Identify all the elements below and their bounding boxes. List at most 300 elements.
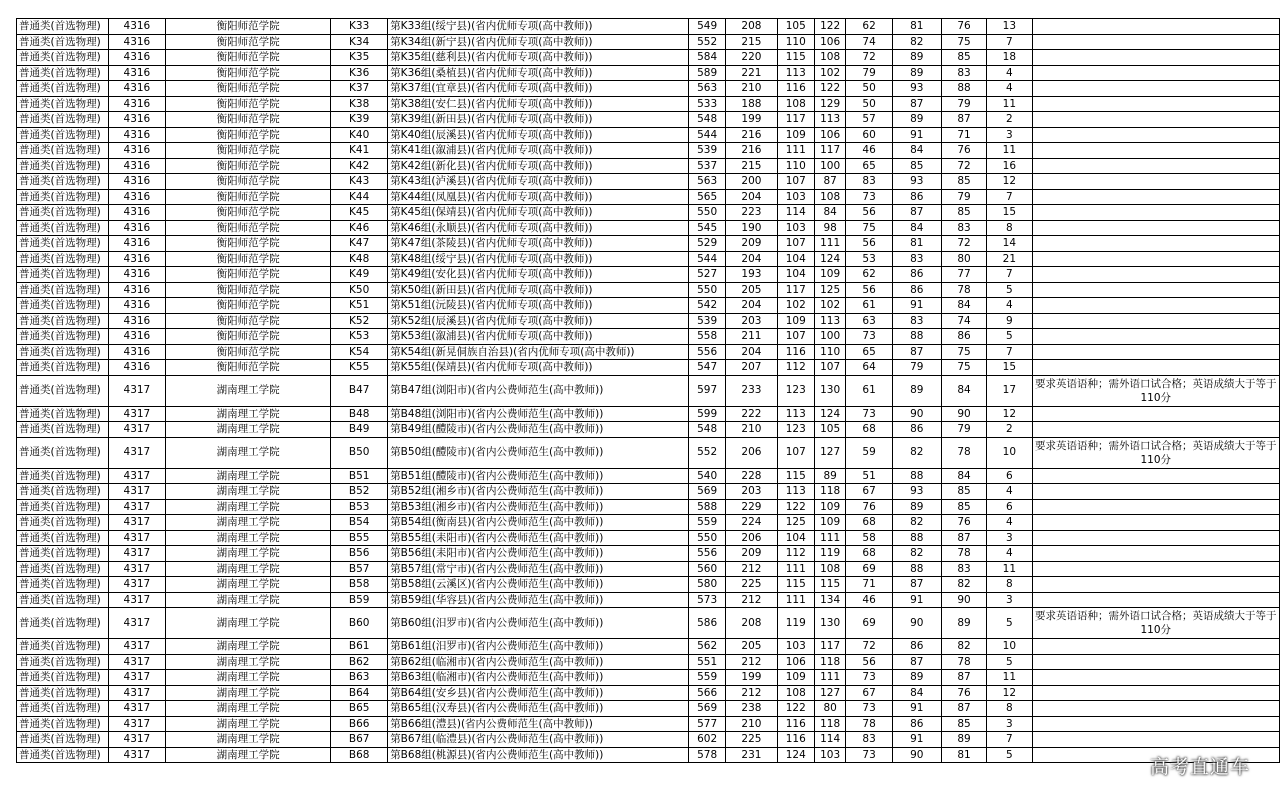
cell-rank: 5 xyxy=(987,608,1032,639)
cell-school-name: 湖南理工学院 xyxy=(166,437,331,468)
cell-score-e: 91 xyxy=(892,592,941,608)
cell-school-code: 4317 xyxy=(108,608,165,639)
cell-score-f: 78 xyxy=(941,654,986,670)
cell-school-name: 湖南理工学院 xyxy=(166,484,331,500)
cell-total-score: 563 xyxy=(689,174,726,190)
cell-group-name: 第K49组(安化县)(省内优师专项(高中教师)) xyxy=(388,267,689,283)
cell-score-e: 90 xyxy=(892,406,941,422)
cell-score-c: 102 xyxy=(814,298,846,314)
cell-rank: 10 xyxy=(987,639,1032,655)
cell-group-name: 第B58组(云溪区)(省内公费师范生(高中教师)) xyxy=(388,577,689,593)
cell-score-f: 78 xyxy=(941,437,986,468)
cell-school-name: 衡阳师范学院 xyxy=(166,220,331,236)
table-row xyxy=(17,515,1280,531)
cell-score-c: 106 xyxy=(814,127,846,143)
table-row xyxy=(17,639,1280,655)
cell-group-name: 第B63组(临湘市)(省内公费师范生(高中教师)) xyxy=(388,670,689,686)
cell-group-code: K39 xyxy=(331,112,388,128)
cell-category: 普通类(首选物理) xyxy=(17,158,109,174)
cell-group-code: K35 xyxy=(331,50,388,66)
cell-total-score: 588 xyxy=(689,499,726,515)
cell-score-a: 208 xyxy=(726,19,777,35)
cell-remark: 要求英语语种；需外语口试合格；英语成绩大于等于110分 xyxy=(1032,437,1280,468)
cell-score-d: 61 xyxy=(846,298,892,314)
cell-total-score: 539 xyxy=(689,313,726,329)
cell-rank: 7 xyxy=(987,344,1032,360)
cell-category: 普通类(首选物理) xyxy=(17,484,109,500)
cell-score-c: 118 xyxy=(814,484,846,500)
table-row xyxy=(17,174,1280,190)
cell-remark xyxy=(1032,127,1280,143)
cell-category: 普通类(首选物理) xyxy=(17,251,109,267)
cell-score-a: 188 xyxy=(726,96,777,112)
cell-remark xyxy=(1032,143,1280,159)
cell-category: 普通类(首选物理) xyxy=(17,670,109,686)
cell-category: 普通类(首选物理) xyxy=(17,499,109,515)
cell-score-b: 125 xyxy=(777,515,814,531)
cell-category: 普通类(首选物理) xyxy=(17,546,109,562)
cell-school-code: 4316 xyxy=(108,34,165,50)
cell-score-d: 78 xyxy=(846,716,892,732)
cell-score-b: 109 xyxy=(777,313,814,329)
cell-score-e: 81 xyxy=(892,236,941,252)
watermark-text: 高考直通车 xyxy=(1149,756,1250,778)
cell-rank: 4 xyxy=(987,546,1032,562)
cell-score-c: 109 xyxy=(814,267,846,283)
cell-score-c: 115 xyxy=(814,577,846,593)
cell-group-name: 第K44组(凤凰县)(省内优师专项(高中教师)) xyxy=(388,189,689,205)
cell-rank: 12 xyxy=(987,174,1032,190)
cell-rank: 5 xyxy=(987,654,1032,670)
cell-score-f: 85 xyxy=(941,174,986,190)
cell-score-a: 206 xyxy=(726,530,777,546)
cell-group-code: K45 xyxy=(331,205,388,221)
cell-school-code: 4316 xyxy=(108,158,165,174)
cell-score-e: 87 xyxy=(892,654,941,670)
cell-total-score: 544 xyxy=(689,127,726,143)
cell-category: 普通类(首选物理) xyxy=(17,298,109,314)
cell-score-c: 118 xyxy=(814,716,846,732)
cell-score-d: 68 xyxy=(846,422,892,438)
cell-school-code: 4316 xyxy=(108,65,165,81)
cell-score-b: 104 xyxy=(777,251,814,267)
cell-score-c: 113 xyxy=(814,112,846,128)
cell-rank: 4 xyxy=(987,515,1032,531)
cell-category: 普通类(首选物理) xyxy=(17,19,109,35)
cell-score-a: 200 xyxy=(726,174,777,190)
cell-score-e: 86 xyxy=(892,639,941,655)
cell-score-c: 98 xyxy=(814,220,846,236)
cell-school-name: 衡阳师范学院 xyxy=(166,112,331,128)
cell-score-e: 88 xyxy=(892,329,941,345)
cell-category: 普通类(首选物理) xyxy=(17,81,109,97)
cell-score-d: 72 xyxy=(846,50,892,66)
cell-score-e: 93 xyxy=(892,174,941,190)
cell-rank: 7 xyxy=(987,34,1032,50)
cell-category: 普通类(首选物理) xyxy=(17,747,109,763)
cell-group-code: K54 xyxy=(331,344,388,360)
cell-score-e: 84 xyxy=(892,143,941,159)
table-row xyxy=(17,267,1280,283)
cell-group-name: 第K46组(永顺县)(省内优师专项(高中教师)) xyxy=(388,220,689,236)
admission-table xyxy=(16,18,1280,763)
cell-score-f: 75 xyxy=(941,34,986,50)
cell-category: 普通类(首选物理) xyxy=(17,34,109,50)
cell-score-c: 100 xyxy=(814,329,846,345)
cell-group-code: B63 xyxy=(331,670,388,686)
cell-score-f: 75 xyxy=(941,360,986,376)
cell-school-code: 4316 xyxy=(108,127,165,143)
cell-score-f: 78 xyxy=(941,282,986,298)
cell-score-a: 212 xyxy=(726,685,777,701)
cell-remark xyxy=(1032,515,1280,531)
cell-score-d: 73 xyxy=(846,747,892,763)
cell-score-d: 79 xyxy=(846,65,892,81)
cell-rank: 2 xyxy=(987,422,1032,438)
cell-remark xyxy=(1032,251,1280,267)
cell-group-name: 第K39组(新田县)(省内优师专项(高中教师)) xyxy=(388,112,689,128)
cell-total-score: 527 xyxy=(689,267,726,283)
cell-score-f: 80 xyxy=(941,251,986,267)
cell-score-f: 81 xyxy=(941,747,986,763)
cell-score-d: 56 xyxy=(846,236,892,252)
cell-group-name: 第K35组(慈利县)(省内优师专项(高中教师)) xyxy=(388,50,689,66)
cell-score-a: 203 xyxy=(726,313,777,329)
cell-score-e: 89 xyxy=(892,670,941,686)
cell-score-f: 77 xyxy=(941,267,986,283)
cell-remark xyxy=(1032,577,1280,593)
cell-school-name: 湖南理工学院 xyxy=(166,406,331,422)
cell-group-code: B66 xyxy=(331,716,388,732)
cell-score-a: 233 xyxy=(726,375,777,406)
cell-remark xyxy=(1032,313,1280,329)
cell-score-a: 204 xyxy=(726,298,777,314)
cell-score-b: 107 xyxy=(777,437,814,468)
cell-score-d: 56 xyxy=(846,205,892,221)
cell-group-name: 第B65组(汉寿县)(省内公费师范生(高中教师)) xyxy=(388,701,689,717)
cell-score-e: 90 xyxy=(892,608,941,639)
cell-score-f: 71 xyxy=(941,127,986,143)
cell-score-b: 113 xyxy=(777,406,814,422)
table-row xyxy=(17,34,1280,50)
cell-school-code: 4316 xyxy=(108,205,165,221)
cell-score-a: 229 xyxy=(726,499,777,515)
cell-score-c: 89 xyxy=(814,468,846,484)
cell-school-name: 湖南理工学院 xyxy=(166,670,331,686)
cell-remark xyxy=(1032,406,1280,422)
cell-remark xyxy=(1032,639,1280,655)
cell-score-a: 215 xyxy=(726,34,777,50)
cell-rank: 5 xyxy=(987,747,1032,763)
cell-rank: 3 xyxy=(987,716,1032,732)
cell-total-score: 578 xyxy=(689,747,726,763)
cell-school-code: 4316 xyxy=(108,251,165,267)
cell-group-name: 第B57组(常宁市)(省内公费师范生(高中教师)) xyxy=(388,561,689,577)
table-row xyxy=(17,592,1280,608)
cell-score-a: 207 xyxy=(726,360,777,376)
cell-score-a: 238 xyxy=(726,701,777,717)
cell-score-a: 231 xyxy=(726,747,777,763)
cell-score-a: 205 xyxy=(726,282,777,298)
cell-score-a: 212 xyxy=(726,654,777,670)
cell-score-c: 103 xyxy=(814,747,846,763)
cell-group-name: 第K45组(保靖县)(省内优师专项(高中教师)) xyxy=(388,205,689,221)
cell-remark xyxy=(1032,329,1280,345)
cell-score-a: 204 xyxy=(726,344,777,360)
table-row xyxy=(17,670,1280,686)
cell-group-name: 第B53组(湘乡市)(省内公费师范生(高中教师)) xyxy=(388,499,689,515)
cell-remark xyxy=(1032,50,1280,66)
cell-group-name: 第B51组(醴陵市)(省内公费师范生(高中教师)) xyxy=(388,468,689,484)
cell-rank: 16 xyxy=(987,158,1032,174)
table-row xyxy=(17,329,1280,345)
cell-total-score: 529 xyxy=(689,236,726,252)
cell-school-name: 衡阳师范学院 xyxy=(166,50,331,66)
cell-group-name: 第B64组(安乡县)(省内公费师范生(高中教师)) xyxy=(388,685,689,701)
cell-score-a: 190 xyxy=(726,220,777,236)
cell-score-f: 90 xyxy=(941,592,986,608)
cell-group-code: K47 xyxy=(331,236,388,252)
cell-score-c: 87 xyxy=(814,174,846,190)
cell-score-f: 76 xyxy=(941,515,986,531)
cell-remark xyxy=(1032,685,1280,701)
cell-total-score: 548 xyxy=(689,422,726,438)
cell-total-score: 545 xyxy=(689,220,726,236)
cell-group-name: 第B68组(桃源县)(省内公费师范生(高中教师)) xyxy=(388,747,689,763)
cell-school-code: 4317 xyxy=(108,670,165,686)
cell-remark xyxy=(1032,19,1280,35)
cell-score-f: 82 xyxy=(941,577,986,593)
cell-category: 普通类(首选物理) xyxy=(17,515,109,531)
cell-category: 普通类(首选物理) xyxy=(17,468,109,484)
cell-category: 普通类(首选物理) xyxy=(17,189,109,205)
table-row xyxy=(17,158,1280,174)
cell-score-c: 118 xyxy=(814,654,846,670)
cell-rank: 13 xyxy=(987,19,1032,35)
cell-group-name: 第K48组(绥宁县)(省内优师专项(高中教师)) xyxy=(388,251,689,267)
cell-school-code: 4317 xyxy=(108,577,165,593)
cell-category: 普通类(首选物理) xyxy=(17,561,109,577)
cell-rank: 7 xyxy=(987,732,1032,748)
cell-score-f: 83 xyxy=(941,561,986,577)
cell-school-name: 衡阳师范学院 xyxy=(166,329,331,345)
cell-score-b: 122 xyxy=(777,499,814,515)
cell-score-c: 105 xyxy=(814,422,846,438)
cell-category: 普通类(首选物理) xyxy=(17,375,109,406)
cell-school-code: 4317 xyxy=(108,747,165,763)
cell-remark xyxy=(1032,530,1280,546)
cell-total-score: 566 xyxy=(689,685,726,701)
table-row xyxy=(17,282,1280,298)
cell-school-name: 衡阳师范学院 xyxy=(166,143,331,159)
cell-score-f: 78 xyxy=(941,546,986,562)
cell-score-a: 204 xyxy=(726,189,777,205)
cell-total-score: 597 xyxy=(689,375,726,406)
cell-school-name: 湖南理工学院 xyxy=(166,701,331,717)
cell-category: 普通类(首选物理) xyxy=(17,220,109,236)
cell-score-d: 58 xyxy=(846,530,892,546)
cell-score-e: 89 xyxy=(892,375,941,406)
cell-score-a: 210 xyxy=(726,422,777,438)
cell-score-e: 81 xyxy=(892,19,941,35)
cell-group-name: 第K47组(茶陵县)(省内优师专项(高中教师)) xyxy=(388,236,689,252)
cell-score-c: 110 xyxy=(814,344,846,360)
cell-remark xyxy=(1032,65,1280,81)
cell-category: 普通类(首选物理) xyxy=(17,205,109,221)
cell-school-code: 4317 xyxy=(108,484,165,500)
cell-score-d: 69 xyxy=(846,561,892,577)
cell-score-c: 84 xyxy=(814,205,846,221)
cell-score-e: 79 xyxy=(892,360,941,376)
cell-score-c: 125 xyxy=(814,282,846,298)
cell-score-a: 221 xyxy=(726,65,777,81)
cell-score-f: 87 xyxy=(941,530,986,546)
table-row xyxy=(17,437,1280,468)
table-row xyxy=(17,65,1280,81)
cell-score-b: 112 xyxy=(777,360,814,376)
cell-group-code: B57 xyxy=(331,561,388,577)
cell-category: 普通类(首选物理) xyxy=(17,422,109,438)
cell-score-e: 91 xyxy=(892,701,941,717)
cell-score-e: 82 xyxy=(892,34,941,50)
cell-score-b: 108 xyxy=(777,685,814,701)
table-row xyxy=(17,298,1280,314)
cell-score-d: 73 xyxy=(846,670,892,686)
cell-score-d: 65 xyxy=(846,158,892,174)
cell-group-code: B59 xyxy=(331,592,388,608)
cell-group-code: K38 xyxy=(331,96,388,112)
cell-rank: 15 xyxy=(987,360,1032,376)
cell-score-b: 112 xyxy=(777,546,814,562)
cell-remark xyxy=(1032,81,1280,97)
cell-category: 普通类(首选物理) xyxy=(17,530,109,546)
cell-score-a: 225 xyxy=(726,732,777,748)
cell-score-e: 86 xyxy=(892,189,941,205)
cell-total-score: 540 xyxy=(689,468,726,484)
table-row xyxy=(17,732,1280,748)
cell-rank: 12 xyxy=(987,685,1032,701)
cell-score-e: 87 xyxy=(892,344,941,360)
cell-score-d: 63 xyxy=(846,313,892,329)
cell-school-name: 衡阳师范学院 xyxy=(166,19,331,35)
cell-remark xyxy=(1032,158,1280,174)
cell-score-b: 115 xyxy=(777,50,814,66)
cell-score-c: 106 xyxy=(814,34,846,50)
cell-school-code: 4316 xyxy=(108,344,165,360)
cell-category: 普通类(首选物理) xyxy=(17,127,109,143)
cell-score-d: 56 xyxy=(846,282,892,298)
cell-school-code: 4317 xyxy=(108,406,165,422)
cell-score-b: 109 xyxy=(777,670,814,686)
cell-category: 普通类(首选物理) xyxy=(17,360,109,376)
cell-score-b: 117 xyxy=(777,282,814,298)
cell-score-f: 85 xyxy=(941,50,986,66)
cell-rank: 8 xyxy=(987,220,1032,236)
cell-score-f: 76 xyxy=(941,143,986,159)
table-row xyxy=(17,81,1280,97)
cell-school-code: 4316 xyxy=(108,298,165,314)
cell-rank: 3 xyxy=(987,592,1032,608)
cell-score-e: 87 xyxy=(892,205,941,221)
cell-group-name: 第B52组(湘乡市)(省内公费师范生(高中教师)) xyxy=(388,484,689,500)
cell-total-score: 539 xyxy=(689,143,726,159)
cell-score-b: 116 xyxy=(777,81,814,97)
cell-group-code: K33 xyxy=(331,19,388,35)
cell-rank: 8 xyxy=(987,577,1032,593)
cell-category: 普通类(首选物理) xyxy=(17,685,109,701)
cell-total-score: 563 xyxy=(689,81,726,97)
cell-total-score: 550 xyxy=(689,530,726,546)
cell-score-b: 104 xyxy=(777,267,814,283)
cell-total-score: 559 xyxy=(689,515,726,531)
cell-school-code: 4317 xyxy=(108,468,165,484)
table-row xyxy=(17,530,1280,546)
cell-rank: 11 xyxy=(987,670,1032,686)
cell-score-c: 130 xyxy=(814,375,846,406)
cell-score-d: 73 xyxy=(846,329,892,345)
cell-score-c: 117 xyxy=(814,639,846,655)
cell-score-d: 53 xyxy=(846,251,892,267)
cell-category: 普通类(首选物理) xyxy=(17,65,109,81)
cell-score-f: 72 xyxy=(941,158,986,174)
cell-school-code: 4316 xyxy=(108,50,165,66)
table-row xyxy=(17,654,1280,670)
cell-total-score: 558 xyxy=(689,329,726,345)
cell-remark xyxy=(1032,360,1280,376)
cell-group-code: K50 xyxy=(331,282,388,298)
cell-rank: 3 xyxy=(987,127,1032,143)
cell-score-a: 224 xyxy=(726,515,777,531)
cell-group-name: 第B47组(浏阳市)(省内公费师范生(高中教师)) xyxy=(388,375,689,406)
cell-total-score: 552 xyxy=(689,437,726,468)
cell-school-code: 4316 xyxy=(108,189,165,205)
cell-rank: 7 xyxy=(987,267,1032,283)
cell-score-e: 87 xyxy=(892,96,941,112)
cell-score-a: 215 xyxy=(726,158,777,174)
cell-score-b: 116 xyxy=(777,716,814,732)
cell-group-code: B60 xyxy=(331,608,388,639)
cell-group-code: K43 xyxy=(331,174,388,190)
cell-score-c: 108 xyxy=(814,189,846,205)
cell-score-e: 89 xyxy=(892,499,941,515)
cell-score-f: 79 xyxy=(941,189,986,205)
cell-score-f: 76 xyxy=(941,685,986,701)
cell-score-e: 91 xyxy=(892,732,941,748)
cell-group-name: 第K40组(辰溪县)(省内优师专项(高中教师)) xyxy=(388,127,689,143)
cell-rank: 18 xyxy=(987,50,1032,66)
cell-rank: 2 xyxy=(987,112,1032,128)
cell-score-f: 85 xyxy=(941,716,986,732)
cell-score-d: 83 xyxy=(846,174,892,190)
cell-score-b: 103 xyxy=(777,220,814,236)
cell-score-a: 209 xyxy=(726,546,777,562)
cell-score-d: 83 xyxy=(846,732,892,748)
cell-total-score: 533 xyxy=(689,96,726,112)
table-row xyxy=(17,608,1280,639)
cell-total-score: 556 xyxy=(689,344,726,360)
cell-group-code: B64 xyxy=(331,685,388,701)
cell-score-e: 89 xyxy=(892,65,941,81)
cell-group-name: 第B67组(临澧县)(省内公费师范生(高中教师)) xyxy=(388,732,689,748)
cell-score-e: 89 xyxy=(892,112,941,128)
cell-score-c: 100 xyxy=(814,158,846,174)
cell-score-e: 91 xyxy=(892,127,941,143)
cell-group-code: B51 xyxy=(331,468,388,484)
cell-school-code: 4316 xyxy=(108,313,165,329)
cell-group-name: 第B59组(华容县)(省内公费师范生(高中教师)) xyxy=(388,592,689,608)
cell-group-name: 第B62组(临湘市)(省内公费师范生(高中教师)) xyxy=(388,654,689,670)
cell-score-d: 62 xyxy=(846,267,892,283)
